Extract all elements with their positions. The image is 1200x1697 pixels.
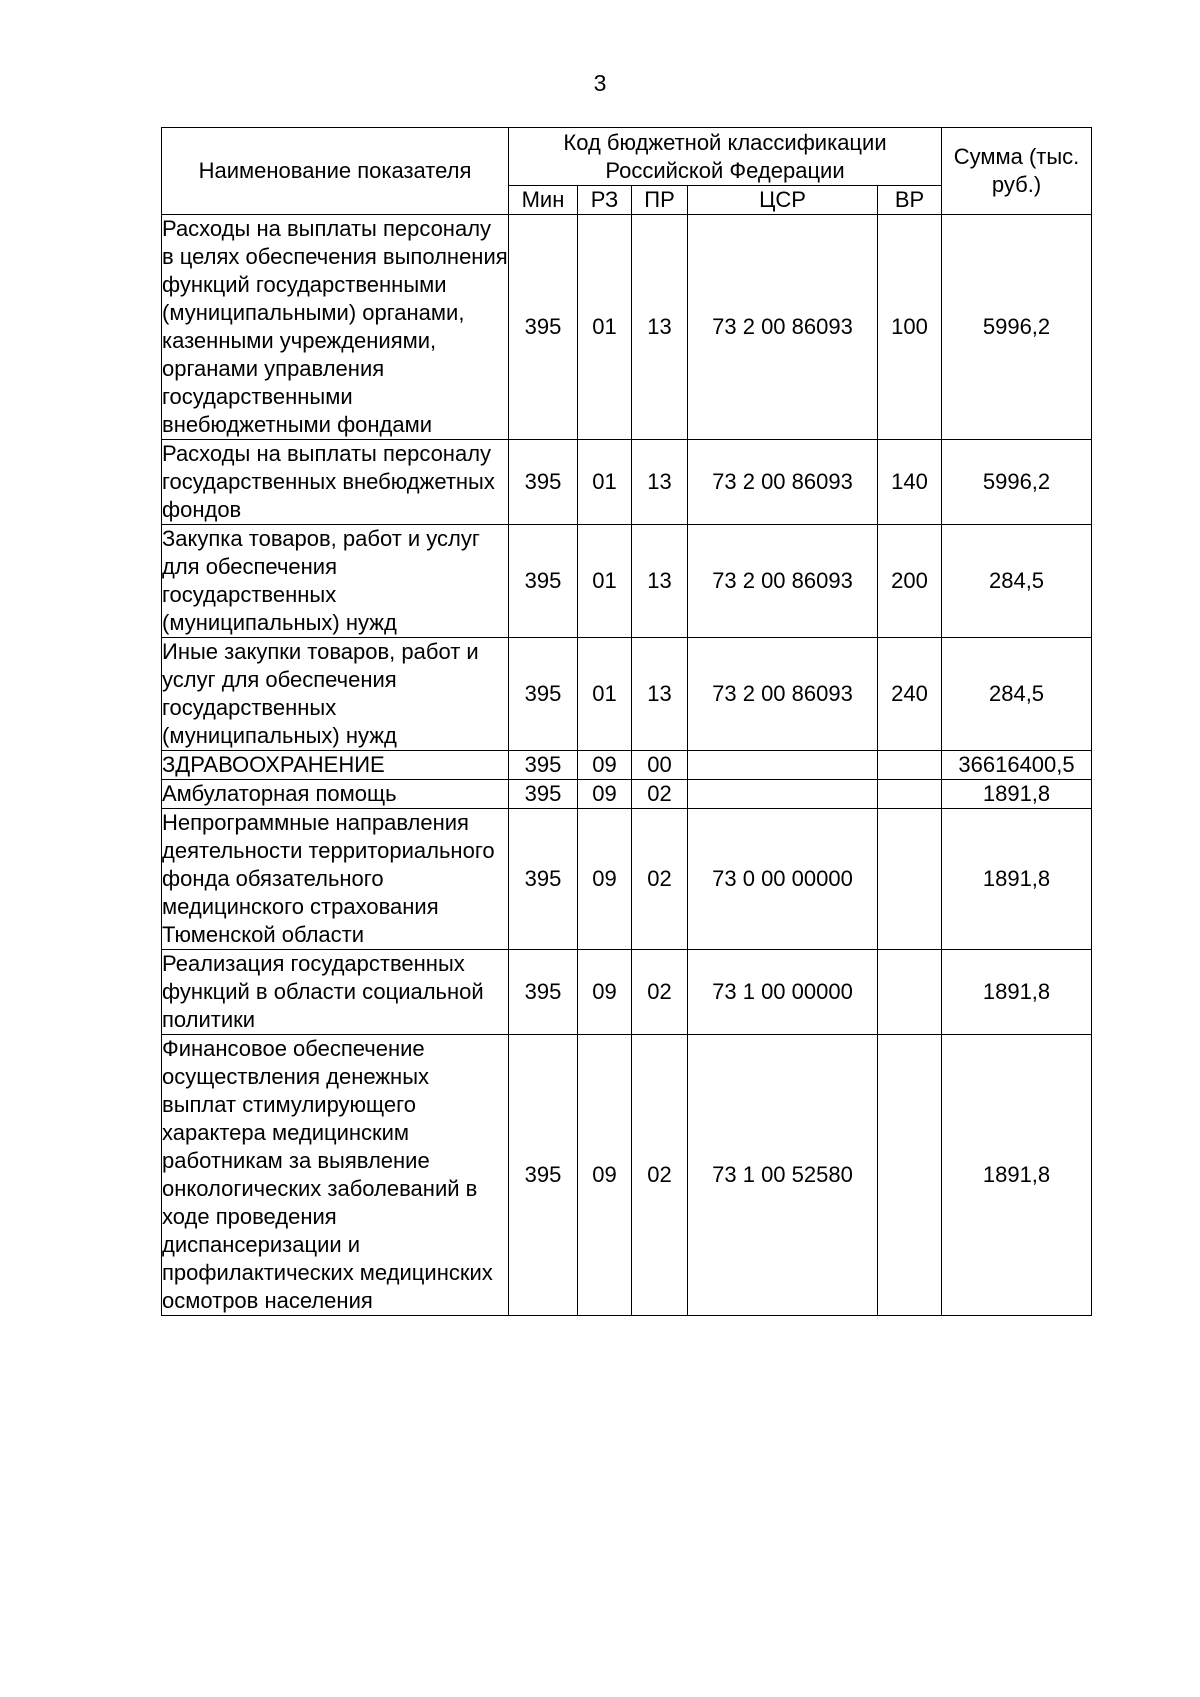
row-sum: 36616400,5 [942, 751, 1092, 780]
row-vr [878, 1035, 942, 1316]
row-name: Амбулаторная помощь [162, 780, 509, 809]
row-csr [688, 780, 878, 809]
row-min: 395 [509, 950, 578, 1035]
row-name: Финансовое обеспечение осуществления денежных выплат стимулирующего характера медицинским работникам за выявление онкологических заболеваний в ходе проведения диспансеризации и профилактических медицинских осмотров населения [162, 1035, 509, 1316]
row-vr [878, 751, 942, 780]
row-vr: 240 [878, 638, 942, 751]
row-csr: 73 2 00 86093 [688, 638, 878, 751]
header-sum: Сумма (тыс. руб.) [942, 128, 1092, 215]
row-sum: 5996,2 [942, 440, 1092, 525]
row-rz: 09 [578, 809, 632, 950]
row-name: Иные закупки товаров, работ и услуг для обеспечения государственных (муниципальных) нужд [162, 638, 509, 751]
row-pr: 00 [632, 751, 688, 780]
row-vr: 200 [878, 525, 942, 638]
row-csr: 73 2 00 86093 [688, 215, 878, 440]
row-pr: 13 [632, 638, 688, 751]
header-pr: ПР [632, 186, 688, 215]
header-min: Мин [509, 186, 578, 215]
row-pr: 02 [632, 809, 688, 950]
table-row [162, 638, 1092, 751]
row-rz: 01 [578, 525, 632, 638]
row-csr: 73 0 00 00000 [688, 809, 878, 950]
row-sum: 1891,8 [942, 1035, 1092, 1316]
row-sum: 1891,8 [942, 780, 1092, 809]
page-number: 3 [593, 70, 607, 96]
header-vr: ВР [878, 186, 942, 215]
table-header [162, 128, 1092, 215]
row-sum: 1891,8 [942, 809, 1092, 950]
row-min: 395 [509, 751, 578, 780]
header-code-group: Код бюджетной классификации Российской Федерации [509, 128, 942, 186]
header-csr: ЦСР [688, 186, 878, 215]
row-vr [878, 809, 942, 950]
row-sum: 5996,2 [942, 215, 1092, 440]
row-name: ЗДРАВООХРАНЕНИЕ [162, 751, 509, 780]
row-csr [688, 751, 878, 780]
row-sum: 284,5 [942, 638, 1092, 751]
header-rz: РЗ [578, 186, 632, 215]
row-vr [878, 780, 942, 809]
row-csr: 73 2 00 86093 [688, 525, 878, 638]
row-name: Реализация государственных функций в области социальной политики [162, 950, 509, 1035]
row-min: 395 [509, 638, 578, 751]
row-min: 395 [509, 440, 578, 525]
row-pr: 02 [632, 1035, 688, 1316]
table-row [162, 440, 1092, 525]
row-pr: 13 [632, 215, 688, 440]
table-row [162, 780, 1092, 809]
row-rz: 01 [578, 638, 632, 751]
row-min: 395 [509, 780, 578, 809]
row-vr: 140 [878, 440, 942, 525]
table-row [162, 751, 1092, 780]
row-name: Закупка товаров, работ и услуг для обеспечения государственных (муниципальных) нужд [162, 525, 509, 638]
row-name: Непрограммные направления деятельности территориального фонда обязательного медицинского страхования Тюменской области [162, 809, 509, 950]
row-csr: 73 2 00 86093 [688, 440, 878, 525]
row-name: Расходы на выплаты персоналу государственных внебюджетных фондов [162, 440, 509, 525]
row-name: Расходы на выплаты персоналу в целях обеспечения выполнения функций государственными (муниципальными) органами, казенными учреждениями, органами управления государственными внебюджетными фондами [162, 215, 509, 440]
row-pr: 02 [632, 950, 688, 1035]
row-rz: 09 [578, 751, 632, 780]
row-min: 395 [509, 215, 578, 440]
row-csr: 73 1 00 52580 [688, 1035, 878, 1316]
row-vr: 100 [878, 215, 942, 440]
table-row [162, 525, 1092, 638]
row-sum: 1891,8 [942, 950, 1092, 1035]
row-rz: 01 [578, 440, 632, 525]
table-row [162, 950, 1092, 1035]
row-rz: 09 [578, 1035, 632, 1316]
row-csr: 73 1 00 00000 [688, 950, 878, 1035]
row-pr: 13 [632, 440, 688, 525]
row-pr: 13 [632, 525, 688, 638]
table-row [162, 1035, 1092, 1316]
row-rz: 09 [578, 950, 632, 1035]
budget-table [161, 127, 1092, 1316]
row-rz: 09 [578, 780, 632, 809]
row-min: 395 [509, 1035, 578, 1316]
row-min: 395 [509, 809, 578, 950]
row-vr [878, 950, 942, 1035]
row-sum: 284,5 [942, 525, 1092, 638]
header-name: Наименование показателя [162, 128, 509, 215]
table-row [162, 215, 1092, 440]
row-min: 395 [509, 525, 578, 638]
row-pr: 02 [632, 780, 688, 809]
row-rz: 01 [578, 215, 632, 440]
table-body [162, 215, 1092, 1316]
table-row [162, 809, 1092, 950]
